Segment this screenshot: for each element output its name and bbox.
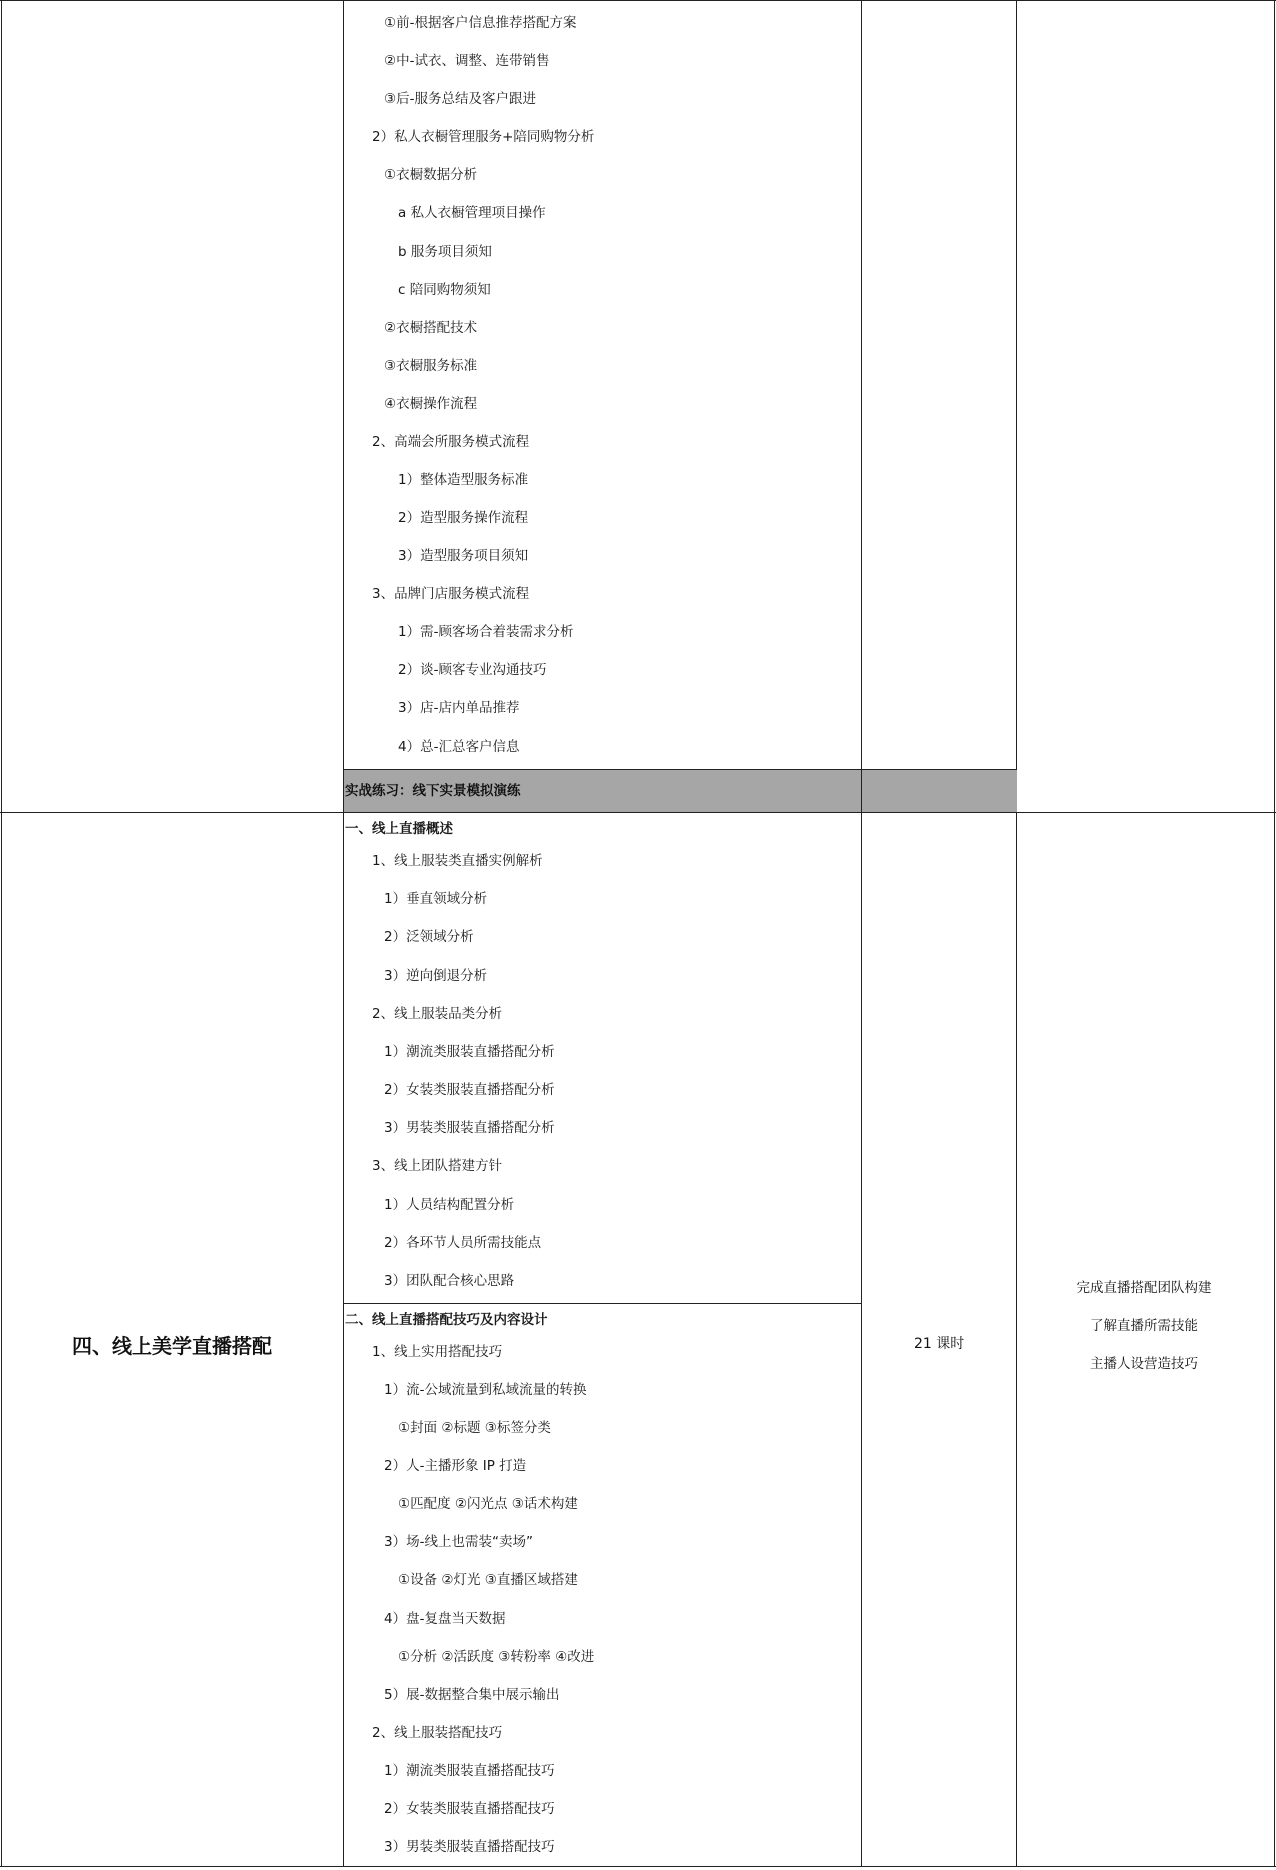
module-goal: 完成直播搭配团队构建 [1076,1280,1212,1296]
outline-item: 4）总-汇总客户信息 [398,739,520,755]
outline-item: 3）逆向倒退分析 [384,968,488,984]
outline-item: ③后-服务总结及客户跟进 [384,91,536,107]
outline-item: 2）人-主播形象 IP 打造 [384,1458,527,1474]
col-border-left [1,0,2,1867]
outline-item: 2）私人衣橱管理服务+陪同购物分析 [372,129,595,145]
col-border-2 [861,0,862,1867]
outline-item: 2、高端会所服务模式流程 [372,434,530,450]
outline-item: b 服务项目须知 [398,244,492,260]
outline-item: ①匹配度 ②闪光点 ③话术构建 [398,1496,578,1512]
outline-item: ①衣橱数据分析 [384,167,478,183]
practice-row-top-border [343,769,1017,770]
outline-item: ③衣橱服务标准 [384,358,478,374]
outline-item: 1）潮流类服装直播搭配分析 [384,1044,555,1060]
outline-item: ①分析 ②活跃度 ③转粉率 ④改进 [398,1649,595,1665]
module-title: 四、线上美学直播搭配 [72,1334,272,1358]
outline-item: ①封面 ②标题 ③标签分类 [398,1420,551,1436]
outline-item: 3）场-线上也需装“卖场” [384,1534,533,1550]
part2-heading: 二、线上直播搭配技巧及内容设计 [345,1312,548,1328]
outline-item: 2）造型服务操作流程 [398,510,529,526]
module-goal: 了解直播所需技能 [1090,1318,1198,1334]
outline-item: 5）展-数据整合集中展示输出 [384,1687,560,1703]
part1-heading: 一、线上直播概述 [345,821,453,837]
outline-item: 1）潮流类服装直播搭配技巧 [384,1763,555,1779]
outline-item: 1）流-公域流量到私域流量的转换 [384,1382,587,1398]
practice-label: 实战练习：线下实景模拟演练 [345,783,521,799]
outline-item: 2）泛领域分析 [384,929,474,945]
practice-row-divider [861,770,862,812]
col-border-1 [343,0,344,1867]
outline-item: 3）男装类服装直播搭配分析 [384,1120,555,1136]
outline-item: 3）男装类服装直播搭配技巧 [384,1839,555,1855]
outline-item: 3）店-店内单品推荐 [398,700,520,716]
outline-item: 1）整体造型服务标准 [398,472,529,488]
outline-item: 1）需-顾客场合着装需求分析 [398,624,574,640]
outline-item: 2）各环节人员所需技能点 [384,1235,542,1251]
outline-item: 3）造型服务项目须知 [398,548,529,564]
outline-item: 2）女装类服装直播搭配技巧 [384,1801,555,1817]
outline-item: ④衣橱操作流程 [384,396,478,412]
outline-item: a 私人衣橱管理项目操作 [398,205,546,221]
outline-item: 1）人员结构配置分析 [384,1197,515,1213]
outline-item: 2）女装类服装直播搭配分析 [384,1082,555,1098]
module-goal: 主播人设营造技巧 [1090,1356,1198,1372]
outline-item: ①前-根据客户信息推荐搭配方案 [384,15,577,31]
table-bottom-border [0,1866,1276,1867]
col-border-3 [1016,0,1017,1867]
outline-item: 1、线上服装类直播实例解析 [372,853,543,869]
outline-item: 2、线上服装品类分析 [372,1006,503,1022]
outline-item: 3、线上团队搭建方针 [372,1158,503,1174]
outline-item: ②中-试衣、调整、连带销售 [384,53,550,69]
outline-item: 1、线上实用搭配技巧 [372,1344,503,1360]
outline-item: 1）垂直领域分析 [384,891,488,907]
outline-item: 2、线上服装搭配技巧 [372,1725,503,1741]
module-row-top-border [0,812,1276,813]
module-hours: 21 课时 [914,1336,965,1352]
part-divider [343,1303,861,1304]
col-border-right [1274,0,1275,1867]
outline-item: 3）团队配合核心思路 [384,1273,515,1289]
table-top-border [0,0,1276,1]
outline-item: 4）盘-复盘当天数据 [384,1611,506,1627]
outline-item: 2）谈-顾客专业沟通技巧 [398,662,547,678]
outline-item: 3、品牌门店服务模式流程 [372,586,530,602]
outline-item: ②衣橱搭配技术 [384,320,478,336]
outline-item: c 陪同购物须知 [398,282,491,298]
outline-item: ①设备 ②灯光 ③直播区域搭建 [398,1572,578,1588]
